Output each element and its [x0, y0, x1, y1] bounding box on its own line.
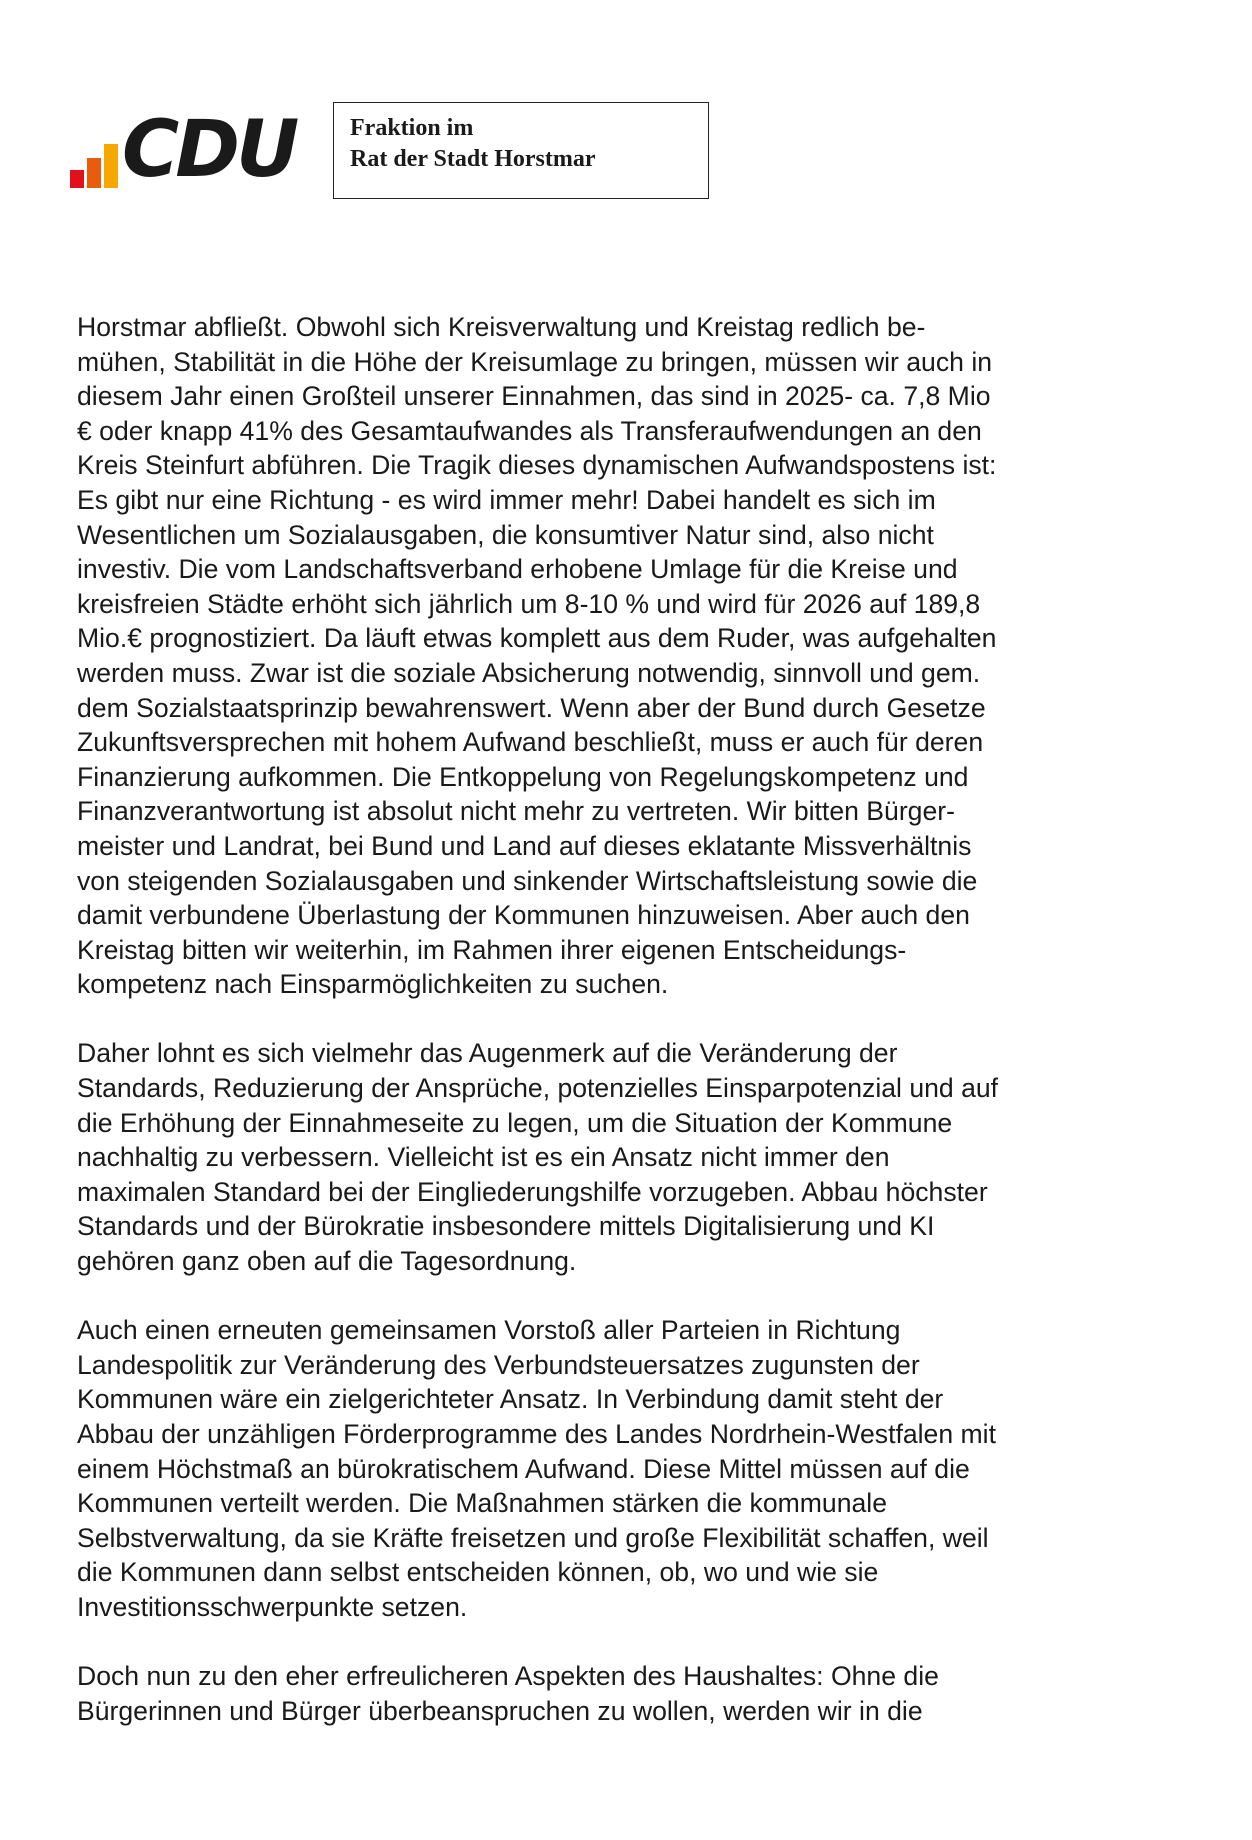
- cdu-logo: [70, 105, 310, 195]
- text-line: kompetenz nach Einsparmöglichkeiten zu suchen.: [77, 969, 669, 1000]
- logo-bar-orange: [87, 158, 101, 188]
- paragraph: [77, 1659, 1177, 1728]
- text-line: Landespolitik zur Veränderung des Verbundsteuersatzes zugunsten der: [77, 1349, 920, 1380]
- text-line: investiv. Die vom Landschaftsverband erhobene Umlage für die Kreise und: [77, 554, 958, 585]
- text-line: Selbstverwaltung, da sie Kräfte freisetzen und große Flexibilität schaffen, weil: [77, 1522, 989, 1553]
- text-line: die Kommunen dann selbst entscheiden können, ob, wo und wie sie: [77, 1557, 879, 1588]
- paragraph: [77, 1313, 1177, 1624]
- text-line: nachhaltig zu verbessern. Vielleicht ist es ein Ansatz nicht immer den: [77, 1142, 890, 1173]
- text-line: Es gibt nur eine Richtung - es wird immer mehr! Dabei handelt es sich im: [77, 484, 936, 515]
- text-line: Kommunen verteilt werden. Die Maßnahmen stärken die kommunale: [77, 1488, 888, 1519]
- text-line: € oder knapp 41% des Gesamtaufwandes als Transferaufwendungen an den: [77, 415, 982, 446]
- text-line: Auch einen erneuten gemeinsamen Vorstoß aller Parteien in Richtung: [77, 1315, 901, 1346]
- text-line: maximalen Standard bei der Eingliederungshilfe vorzugeben. Abbau höchster: [77, 1176, 988, 1207]
- text-line: Horstmar abfließt. Obwohl sich Kreisverwaltung und Kreistag redlich be-: [77, 312, 926, 342]
- paragraph: [77, 1036, 1177, 1278]
- text-line: Investitionsschwerpunkte setzen.: [77, 1591, 468, 1622]
- text-line: dem Sozialstaatsprinzip bewahrenswert. Wenn aber der Bund durch Gesetze: [77, 692, 986, 723]
- faction-line-2: Rat der Stadt Horstmar: [350, 146, 596, 172]
- text-line: damit verbundene Überlastung der Kommunen hinzuweisen. Aber auch den: [77, 900, 970, 931]
- text-line: mühen, Stabilität in die Höhe der Kreisumlage zu bringen, müssen wir auch in: [77, 346, 993, 377]
- faction-line-1: Fraktion im: [350, 115, 474, 141]
- text-line: die Erhöhung der Einnahmeseite zu legen, um die Situation der Kommune: [77, 1107, 953, 1138]
- text-line: Kommunen wäre ein zielgerichteter Ansatz. In Verbindung damit steht der: [77, 1384, 944, 1415]
- text-line: gehören ganz oben auf die Tagesordnung.: [77, 1246, 577, 1277]
- text-line: kreisfreien Städte erhöht sich jährlich um 8-10 % und wird für 2026 auf 189,8: [77, 588, 981, 619]
- text-line: Doch nun zu den eher erfreulicheren Aspekten des Haushaltes: Ohne die: [77, 1661, 939, 1692]
- paragraph: [77, 310, 1177, 1002]
- text-line: meister und Landrat, bei Bund und Land auf dieses eklatante Missverhältnis: [77, 830, 972, 861]
- faction-box: [333, 102, 709, 199]
- text-line: Mio.€ prognostiziert. Da läuft etwas komplett aus dem Ruder, was aufgehalten: [77, 623, 997, 654]
- text-line: werden muss. Zwar ist die soziale Absicherung notwendig, sinnvoll und gem.: [77, 657, 981, 688]
- text-line: von steigenden Sozialausgaben und sinkender Wirtschaftsleistung sowie die: [77, 865, 978, 896]
- text-line: Zukunftsversprechen mit hohem Aufwand beschließt, muss er auch für deren: [77, 727, 984, 758]
- logo-bar-red: [70, 170, 84, 188]
- text-line: Bürgerinnen und Bürger überbeanspruchen zu wollen, werden wir in die: [77, 1695, 923, 1726]
- text-line: Standards und der Bürokratie insbesondere mittels Digitalisierung und KI: [77, 1211, 935, 1242]
- text-line: Daher lohnt es sich vielmehr das Augenmerk auf die Veränderung der: [77, 1038, 898, 1069]
- text-line: Kreis Steinfurt abführen. Die Tragik dieses dynamischen Aufwandspostens ist:: [77, 450, 997, 481]
- text-line: Finanzierung aufkommen. Die Entkoppelung von Regelungskompetenz und: [77, 761, 969, 792]
- logo-wordmark: CDU: [122, 105, 296, 195]
- text-line: einem Höchstmaß an bürokratischem Aufwand. Diese Mittel müssen auf die: [77, 1453, 970, 1484]
- text-line: Abbau der unzähligen Förderprogramme des Landes Nordrhein-Westfalen mit: [77, 1419, 996, 1449]
- text-line: diesem Jahr einen Großteil unserer Einnahmen, das sind in 2025- ca. 7,8 Mio: [77, 381, 991, 412]
- text-line: Wesentlichen um Sozialausgaben, die konsumtiver Natur sind, also nicht: [77, 519, 934, 550]
- text-line: Kreistag bitten wir weiterhin, im Rahmen ihrer eigenen Entscheidungs-: [77, 934, 907, 965]
- text-line: Standards, Reduzierung der Ansprüche, potenzielles Einsparpotenzial und auf: [77, 1073, 999, 1104]
- text-line: Finanzverantwortung ist absolut nicht mehr zu vertreten. Wir bitten Bürger-: [77, 796, 955, 827]
- letter-body: [77, 310, 1177, 1763]
- logo-bar-yellow: [104, 144, 118, 188]
